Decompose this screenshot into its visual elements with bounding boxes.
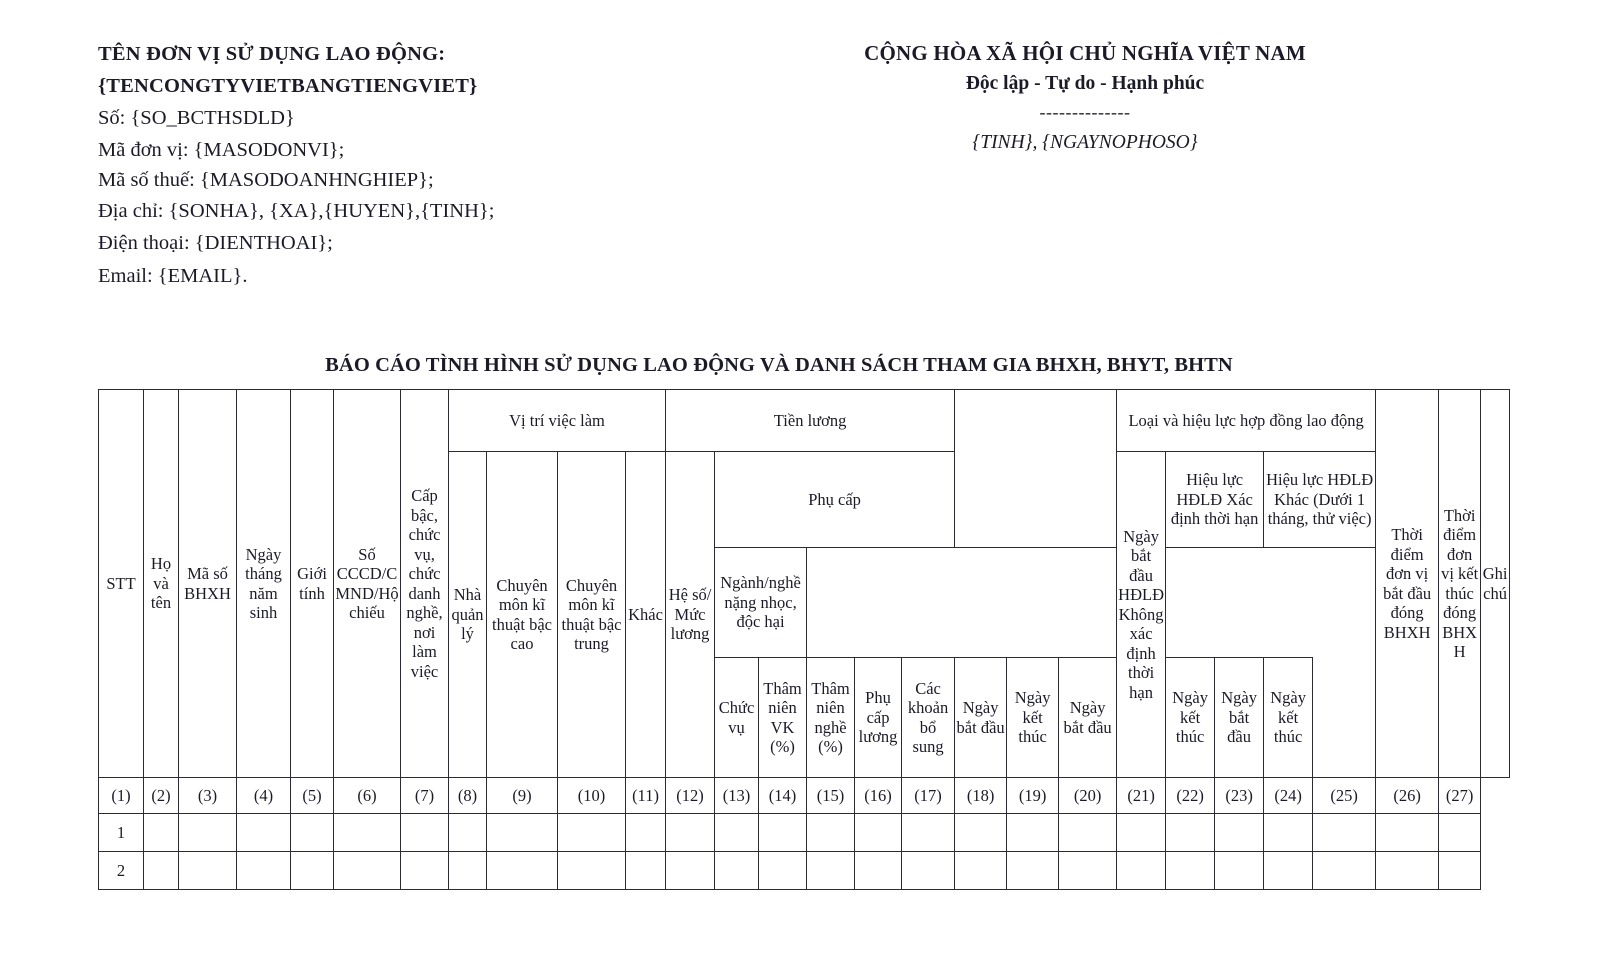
col-xd-ngay-ket-thuc: Ngày kết thúc	[1166, 658, 1215, 778]
cell-empty[interactable]	[1215, 852, 1264, 890]
column-number-cell: (21)	[1117, 778, 1166, 814]
spacer-nganh-nghe-top	[955, 390, 1117, 548]
column-number-cell: (9)	[487, 778, 558, 814]
col-so-cccd: Số CCCD/CMND/Hộ chiếu	[334, 390, 401, 778]
cell-empty[interactable]	[558, 852, 626, 890]
column-number-cell: (1)	[99, 778, 144, 814]
col-cac-khoan-bo-sung: Các khoản bổ sung	[902, 658, 955, 778]
national-title: CỘNG HÒA XÃ HỘI CHỦ NGHĨA VIỆT NAM	[864, 41, 1306, 65]
cell-empty[interactable]	[807, 852, 855, 890]
cell-empty[interactable]	[144, 814, 179, 852]
column-number-cell: (4)	[237, 778, 291, 814]
column-number-cell: (20)	[1059, 778, 1117, 814]
cell-empty[interactable]	[334, 814, 401, 852]
cell-empty[interactable]	[1059, 852, 1117, 890]
column-number-cell: (14)	[759, 778, 807, 814]
cell-stt[interactable]: 1	[99, 814, 144, 852]
col-xd-ngay-bat-dau: Ngày bắt đầu	[1059, 658, 1117, 778]
national-header-block	[700, 38, 1600, 292]
column-number-cell: (18)	[955, 778, 1007, 814]
column-number-cell: (24)	[1264, 778, 1313, 814]
cell-empty[interactable]	[237, 814, 291, 852]
cell-empty[interactable]	[1376, 852, 1439, 890]
cell-empty[interactable]	[1007, 814, 1059, 852]
column-number-cell: (25)	[1313, 778, 1376, 814]
col-khac: Khác	[626, 452, 666, 778]
cell-empty[interactable]	[1166, 814, 1215, 852]
cell-empty[interactable]	[334, 852, 401, 890]
cell-empty[interactable]	[626, 852, 666, 890]
table-body	[99, 778, 1510, 890]
cell-empty[interactable]	[715, 814, 759, 852]
cell-empty[interactable]	[626, 814, 666, 852]
cell-empty[interactable]	[401, 814, 449, 852]
col-khac-ngay-bat-dau: Ngày bắt đầu	[1215, 658, 1264, 778]
place-and-date: {TINH}, {NGAYNOPHOSO}	[972, 132, 1198, 153]
column-number-cell: (10)	[558, 778, 626, 814]
document-header	[0, 0, 1600, 292]
cell-empty[interactable]	[1264, 814, 1313, 852]
col-ngay-bat-dau-hdld-kxd: Ngày bắt đầu HĐLĐ Không xác định thời hạn	[1117, 452, 1166, 778]
col-ghi-chu: Ghi chú	[1481, 390, 1510, 778]
col-nganh-nghe-nang-nhoc: Ngành/nghề nặng nhọc, độc hại	[715, 548, 807, 658]
email: Email: {EMAIL}.	[98, 264, 248, 287]
col-he-so-muc-luong: Hệ số/ Mức lương	[666, 452, 715, 778]
cell-empty[interactable]	[1439, 852, 1481, 890]
cell-empty[interactable]	[902, 814, 955, 852]
column-number-cell: (17)	[902, 778, 955, 814]
column-number-cell: (6)	[334, 778, 401, 814]
cell-empty[interactable]	[1007, 852, 1059, 890]
col-chuc-vu: Chức vụ	[715, 658, 759, 778]
cell-empty[interactable]	[558, 814, 626, 852]
national-motto: Độc lập - Tự do - Hạnh phúc	[965, 73, 1205, 94]
report-table-wrapper	[0, 389, 1600, 890]
col-ho-va-ten: Họ và tên	[144, 390, 179, 778]
phone: Điện thoại: {DIENTHOAI};	[98, 232, 333, 254]
cell-empty[interactable]	[487, 814, 558, 852]
col-hieu-luc-hdld-khac: Hiệu lực HĐLĐ Khác (Dưới 1 tháng, thử việc)	[1264, 452, 1376, 548]
address: Địa chỉ: {SONHA}, {XA},{HUYEN},{TINH};	[98, 199, 495, 222]
col-ngay-thang-nam-sinh: Ngày tháng năm sinh	[237, 390, 291, 778]
col-hieu-luc-hdld-xac-dinh: Hiệu lực HĐLĐ Xác định thời hạn	[1166, 452, 1264, 548]
cell-empty[interactable]	[179, 852, 237, 890]
header-row-groups	[99, 390, 1510, 452]
table-row[interactable]	[99, 814, 1510, 852]
cell-empty[interactable]	[449, 852, 487, 890]
table-header	[99, 390, 1510, 778]
cell-empty[interactable]	[1313, 814, 1376, 852]
divider-dashes: --------------	[1039, 102, 1131, 122]
cell-empty[interactable]	[179, 814, 237, 852]
col-thoi-diem-ket-thuc-dong: Thời điểm đơn vị kết thúc đóng BHXH	[1439, 390, 1481, 778]
labor-report-table	[98, 389, 1510, 890]
cell-empty[interactable]	[902, 852, 955, 890]
cell-empty[interactable]	[291, 814, 334, 852]
cell-empty[interactable]	[759, 814, 807, 852]
cell-empty[interactable]	[855, 814, 902, 852]
col-nn-ngay-bat-dau: Ngày bắt đầu	[955, 658, 1007, 778]
cell-empty[interactable]	[1166, 852, 1215, 890]
col-tham-nien-vk: Thâm niên VK (%)	[759, 658, 807, 778]
column-number-cell: (5)	[291, 778, 334, 814]
cell-empty[interactable]	[855, 852, 902, 890]
group-phu-cap: Phụ cấp	[715, 452, 955, 548]
cell-empty[interactable]	[1313, 852, 1376, 890]
col-cap-bac: Cấp bậc, chức vụ, chức danh nghề, nơi làm việc	[401, 390, 449, 778]
column-number-cell: (23)	[1215, 778, 1264, 814]
cell-empty[interactable]	[1117, 814, 1166, 852]
col-nha-quan-ly: Nhà quản lý	[449, 452, 487, 778]
cell-empty[interactable]	[1117, 852, 1166, 890]
column-number-cell: (3)	[179, 778, 237, 814]
col-nn-ngay-ket-thuc: Ngày kết thúc	[1007, 658, 1059, 778]
page-title: BÁO CÁO TÌNH HÌNH SỬ DỤNG LAO ĐỘNG VÀ DANH SÁCH THAM GIA BHXH, BHYT, BHTN	[325, 354, 1233, 376]
column-number-cell: (12)	[666, 778, 715, 814]
cell-empty[interactable]	[291, 852, 334, 890]
cell-empty[interactable]	[144, 852, 179, 890]
cell-empty[interactable]	[401, 852, 449, 890]
cell-empty[interactable]	[487, 852, 558, 890]
cell-empty[interactable]	[666, 852, 715, 890]
col-khac-ngay-ket-thuc: Ngày kết thúc	[1264, 658, 1313, 778]
col-ma-so-bhxh: Mã số BHXH	[179, 390, 237, 778]
col-phu-cap-luong: Phụ cấp lương	[855, 658, 902, 778]
column-number-cell: (27)	[1439, 778, 1481, 814]
col-tham-nien-nghe: Thâm niên nghề (%)	[807, 658, 855, 778]
col-cmkt-bac-trung: Chuyên môn kĩ thuật bậc trung	[558, 452, 626, 778]
tax-code: Mã số thuế: {MASODOANHNGHIEP};	[98, 168, 434, 191]
document-number: Số: {SO_BCTHSDLD}	[98, 107, 295, 129]
cell-empty[interactable]	[1215, 814, 1264, 852]
cell-empty[interactable]	[449, 814, 487, 852]
column-number-cell: (16)	[855, 778, 902, 814]
column-number-cell: (8)	[449, 778, 487, 814]
col-gioi-tinh: Giới tính	[291, 390, 334, 778]
column-number-cell: (11)	[626, 778, 666, 814]
cell-empty[interactable]	[715, 852, 759, 890]
cell-empty[interactable]	[955, 852, 1007, 890]
col-thoi-diem-bat-dau-dong: Thời điểm đơn vị bắt đầu đóng BHXH	[1376, 390, 1439, 778]
cell-empty[interactable]	[955, 814, 1007, 852]
employer-info-block	[0, 38, 700, 292]
col-stt: STT	[99, 390, 144, 778]
cell-empty[interactable]	[759, 852, 807, 890]
cell-empty[interactable]	[666, 814, 715, 852]
column-number-cell: (22)	[1166, 778, 1215, 814]
column-number-cell: (19)	[1007, 778, 1059, 814]
column-number-cell: (15)	[807, 778, 855, 814]
group-vi-tri-viec-lam: Vị trí việc làm	[449, 390, 666, 452]
cell-empty[interactable]	[1059, 814, 1117, 852]
cell-empty[interactable]	[1439, 814, 1481, 852]
group-loai-hieu-luc-hdld: Loại và hiệu lực hợp đồng lao động	[1117, 390, 1376, 452]
unit-code: Mã đơn vị: {MASODONVI};	[98, 138, 345, 161]
cell-empty[interactable]	[807, 814, 855, 852]
col-cmkt-bac-cao: Chuyên môn kĩ thuật bậc cao	[487, 452, 558, 778]
column-number-cell: (26)	[1376, 778, 1439, 814]
column-number-cell: (2)	[144, 778, 179, 814]
column-number-cell: (7)	[401, 778, 449, 814]
group-tien-luong: Tiền lương	[666, 390, 955, 452]
column-number-cell: (13)	[715, 778, 759, 814]
employer-name: {TENCONGTYVIETBANGTIENGVIET}	[98, 75, 478, 97]
cell-empty[interactable]	[1376, 814, 1439, 852]
cell-empty[interactable]	[1264, 852, 1313, 890]
column-number-row	[99, 778, 1510, 814]
cell-empty[interactable]	[237, 852, 291, 890]
cell-stt[interactable]: 2	[99, 852, 144, 890]
table-row[interactable]	[99, 852, 1510, 890]
employer-label: TÊN ĐƠN VỊ SỬ DỤNG LAO ĐỘNG:	[98, 43, 446, 65]
